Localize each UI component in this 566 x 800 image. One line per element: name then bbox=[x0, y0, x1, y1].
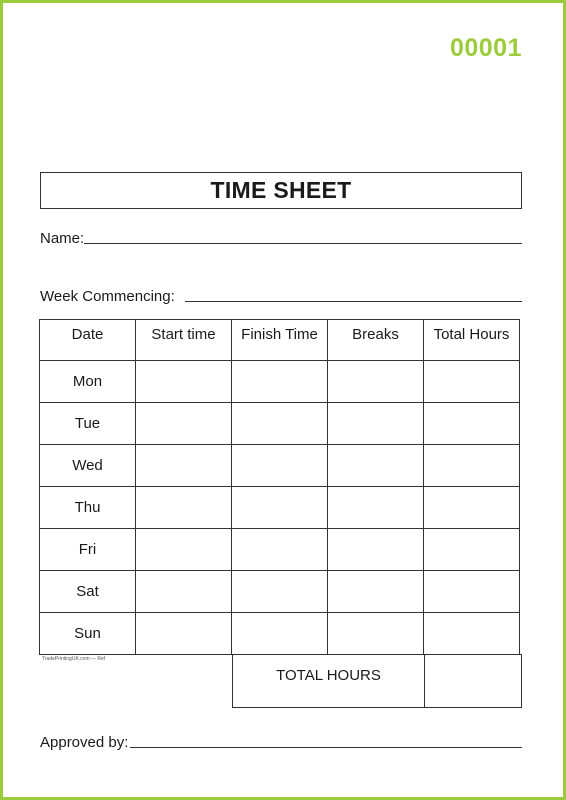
total-hours-cell[interactable] bbox=[424, 487, 520, 529]
header-total-hours: Total Hours bbox=[424, 320, 520, 361]
day-label: Tue bbox=[40, 403, 136, 445]
start-time-cell[interactable] bbox=[136, 487, 232, 529]
approved-by-field[interactable] bbox=[40, 734, 522, 751]
breaks-cell[interactable] bbox=[328, 361, 424, 403]
week-commencing-field[interactable] bbox=[40, 288, 522, 305]
header-start-time: Start time bbox=[136, 320, 232, 361]
day-label: Fri bbox=[40, 529, 136, 571]
printer-reference: TradePrintingUK.com — Ref bbox=[42, 656, 106, 662]
total-hours-cell[interactable] bbox=[424, 571, 520, 613]
finish-time-cell[interactable] bbox=[232, 571, 328, 613]
total-hours-cell[interactable] bbox=[424, 403, 520, 445]
total-hours-cell[interactable] bbox=[424, 445, 520, 487]
table-row bbox=[40, 361, 520, 403]
finish-time-cell[interactable] bbox=[232, 361, 328, 403]
breaks-cell[interactable] bbox=[328, 613, 424, 655]
day-label: Wed bbox=[40, 445, 136, 487]
day-label: Thu bbox=[40, 487, 136, 529]
table-row bbox=[40, 487, 520, 529]
day-label: Sun bbox=[40, 613, 136, 655]
finish-time-cell[interactable] bbox=[232, 487, 328, 529]
table-row bbox=[40, 529, 520, 571]
header-breaks: Breaks bbox=[328, 320, 424, 361]
finish-time-cell[interactable] bbox=[232, 613, 328, 655]
start-time-cell[interactable] bbox=[136, 361, 232, 403]
total-hours-cell[interactable] bbox=[424, 529, 520, 571]
total-hours-cell[interactable] bbox=[424, 361, 520, 403]
table-header-row bbox=[40, 320, 520, 361]
breaks-cell[interactable] bbox=[328, 445, 424, 487]
finish-time-cell[interactable] bbox=[232, 529, 328, 571]
finish-time-cell[interactable] bbox=[232, 403, 328, 445]
total-hours-table bbox=[232, 654, 522, 708]
breaks-cell[interactable] bbox=[328, 487, 424, 529]
timesheet-table bbox=[39, 319, 520, 655]
name-label: Name: bbox=[40, 230, 85, 247]
week-commencing-label: Week Commencing: bbox=[40, 288, 175, 305]
breaks-cell[interactable] bbox=[328, 403, 424, 445]
start-time-cell[interactable] bbox=[136, 571, 232, 613]
table-row bbox=[40, 613, 520, 655]
total-hours-label: TOTAL HOURS bbox=[233, 655, 425, 708]
header-date: Date bbox=[40, 320, 136, 361]
approved-by-input-line[interactable] bbox=[130, 746, 522, 748]
start-time-cell[interactable] bbox=[136, 613, 232, 655]
breaks-cell[interactable] bbox=[328, 571, 424, 613]
table-row bbox=[40, 571, 520, 613]
total-hours-cell[interactable] bbox=[424, 613, 520, 655]
total-hours-value-cell[interactable] bbox=[425, 655, 522, 708]
name-field[interactable] bbox=[40, 230, 522, 247]
finish-time-cell[interactable] bbox=[232, 445, 328, 487]
day-label: Mon bbox=[40, 361, 136, 403]
day-label: Sat bbox=[40, 571, 136, 613]
breaks-cell[interactable] bbox=[328, 529, 424, 571]
serial-number: 00001 bbox=[449, 34, 522, 62]
header-finish-time: Finish Time bbox=[232, 320, 328, 361]
approved-by-label: Approved by: bbox=[40, 734, 129, 751]
start-time-cell[interactable] bbox=[136, 529, 232, 571]
name-input-line[interactable] bbox=[84, 242, 522, 244]
start-time-cell[interactable] bbox=[136, 445, 232, 487]
week-commencing-input-line[interactable] bbox=[185, 300, 522, 302]
page-title: TIME SHEET bbox=[40, 172, 522, 209]
table-row bbox=[40, 403, 520, 445]
table-row bbox=[40, 445, 520, 487]
start-time-cell[interactable] bbox=[136, 403, 232, 445]
